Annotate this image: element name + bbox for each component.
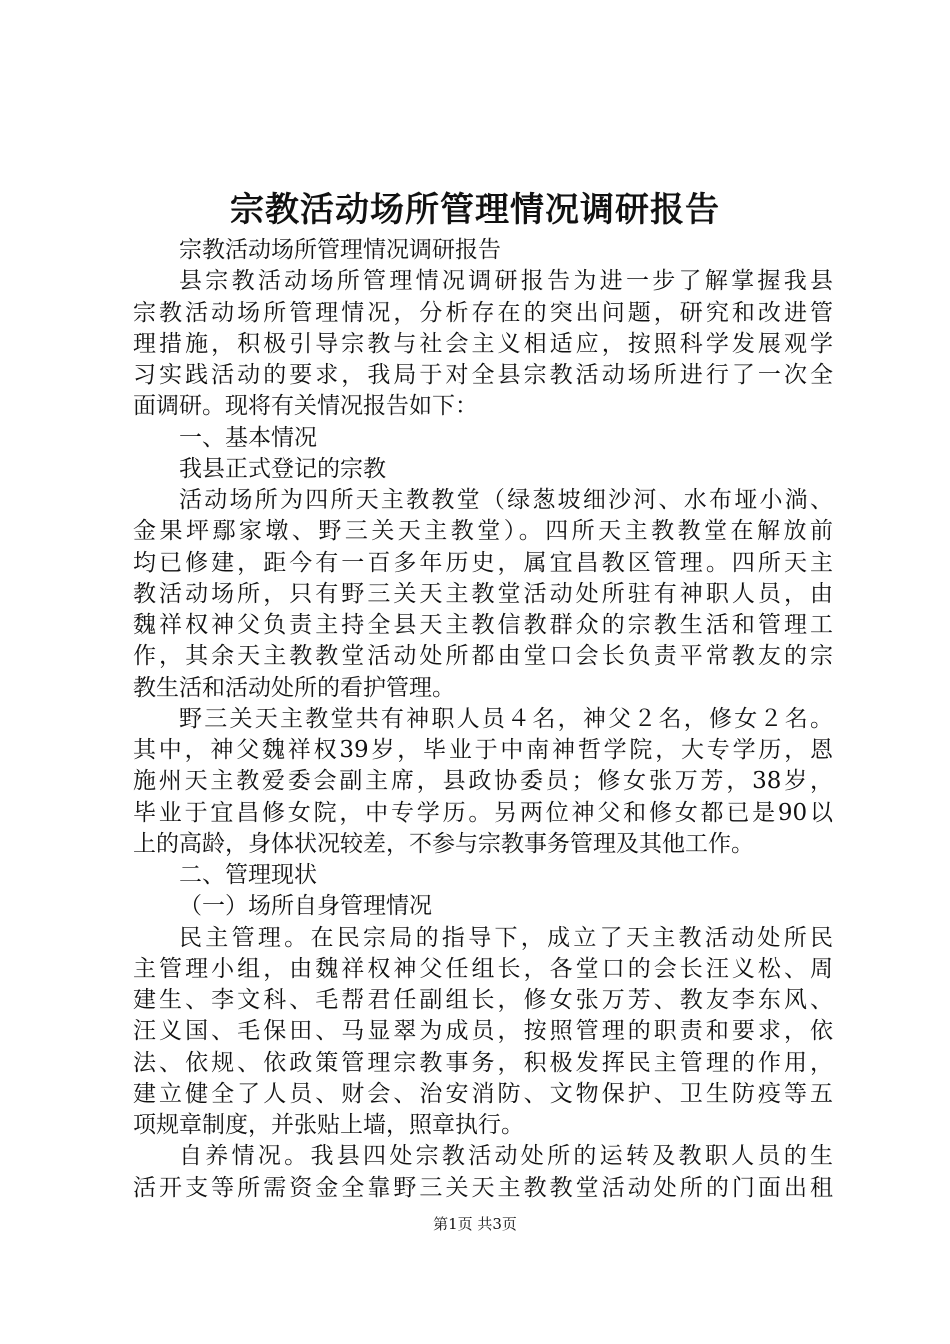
paragraph-line: 活开支等所需资金全靠野三关天主教教堂活动处所的门面出租 <box>133 1174 833 1201</box>
paragraph-line: 魏祥权神父负责主持全县天主教信教群众的宗教生活和管理工 <box>133 612 833 638</box>
paragraph-line: 县宗教活动场所管理情况调研报告为进一步了解掌握我县 <box>179 268 833 295</box>
paragraph-line: 汪义国、毛保田、马显翠为成员，按照管理的职责和要求，依 <box>133 1018 833 1045</box>
paragraph-line: 项规章制度，并张贴上墙，照章执行。 <box>133 1112 524 1138</box>
document-title: 宗教活动场所管理情况调研报告 <box>230 190 720 230</box>
paragraph-line: 上的高龄，身体状况较差，不参与宗教事务管理及其他工作。 <box>133 830 754 857</box>
paragraph-line: 建立健全了人员、财会、治安消防、文物保护、卫生防疫等五 <box>133 1080 833 1107</box>
paragraph-line: 宗教活动场所管理情况，分析存在的突出问题，研究和改进管 <box>133 299 833 326</box>
paragraph-line: 教活动场所，只有野三关天主教堂活动处所驻有神职人员，由 <box>133 580 833 607</box>
subsection-heading: （一）场所自身管理情况 <box>179 893 432 920</box>
paragraph-line: 其中，神父魏祥权39岁，毕业于中南神哲学院，大专学历，恩 <box>133 737 833 763</box>
page-number: 第1页 共3页 <box>433 1215 517 1233</box>
paragraph-line: 民主管理。在民宗局的指导下，成立了天主教活动处所民 <box>179 924 833 951</box>
paragraph-line: 建生、李文科、毛帮君任副组长，修女张万芳、教友李东风、 <box>133 987 833 1013</box>
paragraph-line: 自养情况。我县四处宗教活动处所的运转及教职人员的生 <box>179 1143 833 1170</box>
paragraph-line: 教生活和活动处所的看护管理。 <box>133 674 455 701</box>
paragraph-line: 均已修建，距今有一百多年历史，属宜昌教区管理。四所天主 <box>133 549 833 576</box>
paragraph-line: 施州天主教爱委会副主席，县政协委员；修女张万芳，38岁， <box>133 768 833 795</box>
document-body <box>133 235 833 1204</box>
paragraph-line: 作，其余天主教教堂活动处所都由堂口会长负责平常教友的宗 <box>133 643 833 670</box>
paragraph-line: 主管理小组，由魏祥权神父任组长，各堂口的会长汪义松、周 <box>133 955 833 982</box>
subtitle-line: 宗教活动场所管理情况调研报告 <box>179 237 501 263</box>
paragraph-line: 毕业于宜昌修女院，中专学历。另两位神父和修女都已是90以 <box>133 799 833 826</box>
paragraph-line: 法、依规、依政策管理宗教事务，积极发挥民主管理的作用， <box>133 1049 833 1076</box>
paragraph-line: 习实践活动的要求，我局于对全县宗教活动场所进行了一次全 <box>133 362 833 388</box>
paragraph-line: 活动场所为四所天主教教堂（绿葱坡细沙河、水布垭小淌、 <box>179 487 833 513</box>
section-heading: 一、基本情况 <box>179 424 317 451</box>
paragraph-line: 理措施，积极引导宗教与社会主义相适应，按照科学发展观学 <box>133 330 833 357</box>
paragraph-line: 我县正式登记的宗教 <box>179 455 386 482</box>
paragraph-line: 面调研。现将有关情况报告如下： <box>133 393 478 420</box>
paragraph-line: 野三关天主教堂共有神职人员４名，神父２名，修女２名。 <box>179 705 833 732</box>
section-heading: 二、管理现状 <box>179 862 317 888</box>
paragraph-line: 金果坪鄢家墩、野三关天主教堂）。四所天主教教堂在解放前 <box>133 518 833 545</box>
